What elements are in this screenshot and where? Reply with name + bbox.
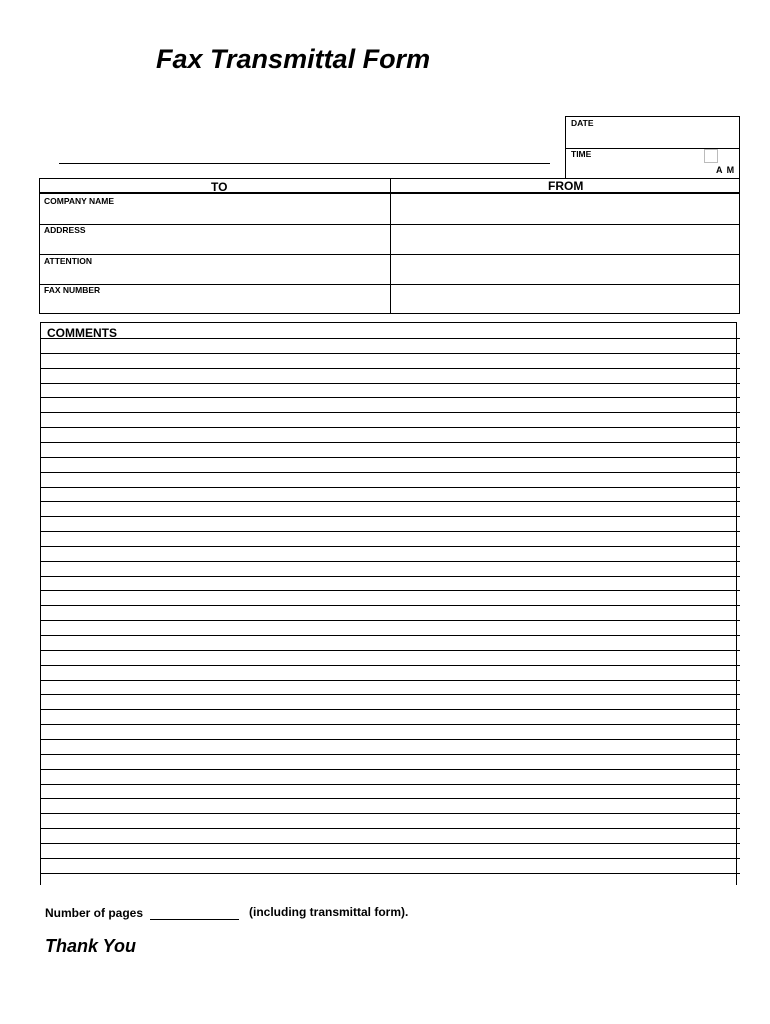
comment-rule-line [40,813,740,814]
comment-rule-line [40,397,740,398]
comment-rule-line [40,501,740,502]
comment-rule-line [40,472,740,473]
comment-rule-line [40,694,740,695]
comment-rule-line [40,873,740,874]
pages-note: (including transmittal form). [249,905,409,919]
comment-rule-line [40,680,740,681]
comment-rule-line [40,843,740,844]
comment-rule-line [40,561,740,562]
from-attention-field[interactable] [391,255,739,284]
comment-rule-line [40,531,740,532]
comment-rule-line [40,665,740,666]
address-label: ADDRESS [44,225,86,235]
comment-rule-line [40,798,740,799]
comment-rule-line [40,858,740,859]
to-fax-number-field[interactable] [40,285,389,313]
from-header: FROM [548,179,584,193]
comment-rule-line [40,353,740,354]
to-address-field[interactable] [40,225,389,254]
date-cell[interactable] [566,117,739,149]
to-from-table [39,178,740,314]
ampm-label: A M [716,165,736,175]
to-attention-field[interactable] [40,255,389,284]
signature-line[interactable] [59,163,550,164]
from-fax-number-field[interactable] [391,285,739,313]
to-header: TO [211,180,228,194]
comment-rule-line [40,739,740,740]
comment-rule-line [40,784,740,785]
comment-rule-line [40,427,740,428]
comment-rule-line [40,383,740,384]
comment-rule-line [40,650,740,651]
pages-field[interactable] [150,919,239,920]
comment-rule-line [40,487,740,488]
comment-rule-line [40,338,740,339]
comments-label: COMMENTS [47,326,117,340]
time-label: TIME [571,149,592,159]
pages-label: Number of pages [45,906,144,920]
from-company-field[interactable] [391,194,739,224]
comment-rule-line [40,576,740,577]
comment-rule-line [40,724,740,725]
comment-rule-line [40,709,740,710]
date-label: DATE [571,118,594,128]
closing-text: Thank You [45,936,137,956]
from-address-field[interactable] [391,225,739,254]
comment-rule-line [40,368,740,369]
comments-box[interactable] [40,322,737,885]
company-name-label: COMPANY NAME [44,196,115,206]
fax-number-label: FAX NUMBER [44,285,101,295]
comment-rule-line [40,828,740,829]
comment-rule-line [40,635,740,636]
date-time-box [565,116,740,179]
comment-rule-line [40,754,740,755]
comment-rule-line [40,442,740,443]
comment-rule-line [40,412,740,413]
comment-rule-line [40,546,740,547]
comment-rule-line [40,590,740,591]
page-title: Fax Transmittal Form [156,44,431,74]
comment-rule-line [40,516,740,517]
comment-rule-line [40,457,740,458]
ampm-checkbox[interactable] [704,149,718,163]
comment-rule-line [40,620,740,621]
to-company-field[interactable] [40,194,389,224]
comment-rule-line [40,605,740,606]
attention-label: ATTENTION [44,256,93,266]
comment-rule-line [40,769,740,770]
